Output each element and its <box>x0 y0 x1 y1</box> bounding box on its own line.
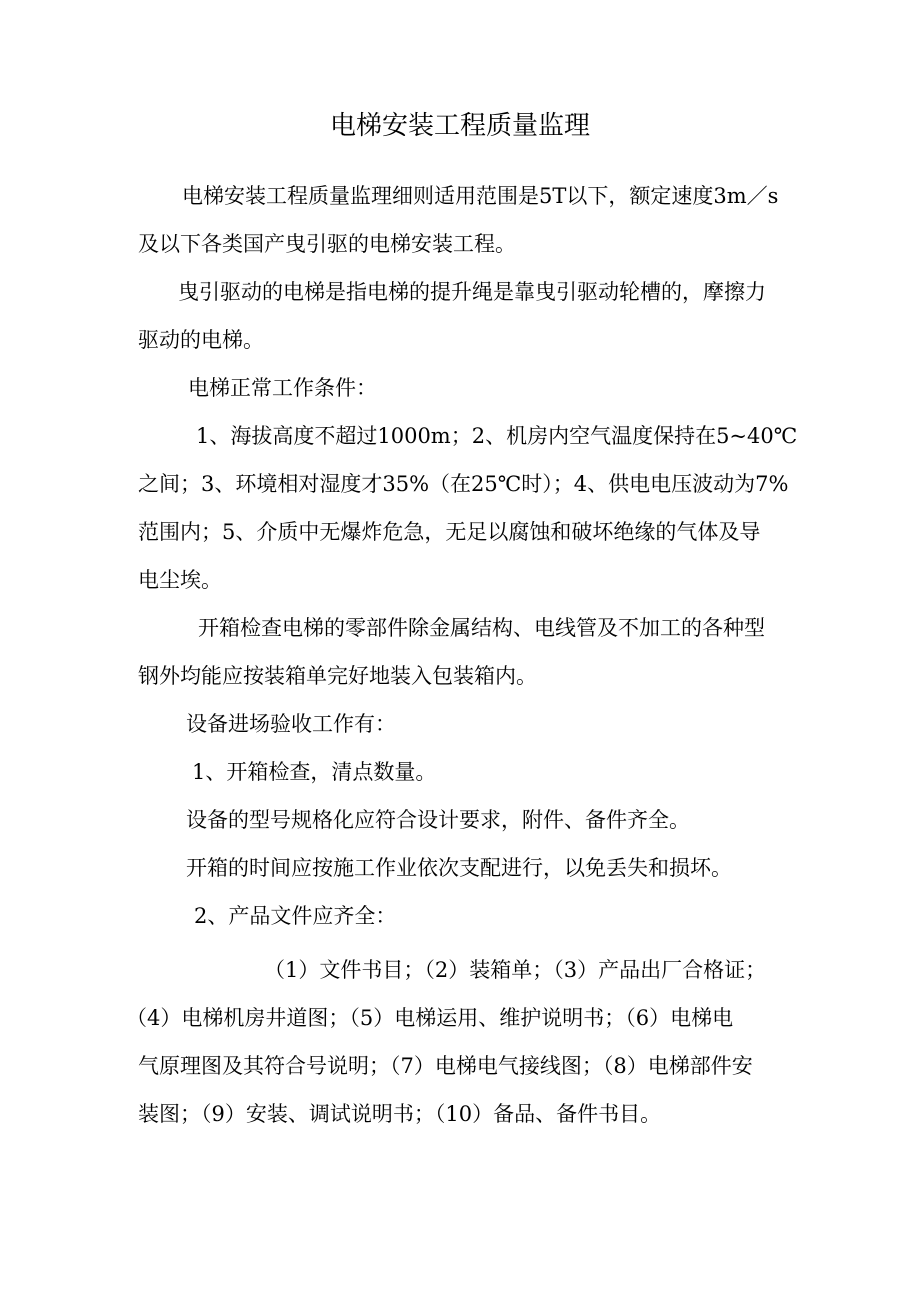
paragraph-line: （1）文件书目；（2）装箱单；（3）产品出厂合格证； <box>264 958 767 982</box>
paragraph-line: 气原理图及其符合号说明；（7）电梯电气接线图；（8）电梯部件安 <box>138 1054 753 1078</box>
paragraph-line: 范围内；5、介质中无爆炸危急，无足以腐蚀和破坏绝缘的气体及导 <box>138 520 761 544</box>
paragraph-line: 电尘埃。 <box>138 568 222 592</box>
paragraph-acceptance-item-1 <box>138 748 788 796</box>
paragraph-acceptance-heading <box>138 700 788 748</box>
paragraph-line: 及以下各类国产曳引驱的电梯安装工程。 <box>138 232 516 256</box>
paragraph-line: （4）电梯机房井道图；（5）电梯运用、维护说明书；（6）电梯电 <box>126 1006 734 1030</box>
paragraph-line: 开箱的时间应按施工作业依次支配进行，以免丢失和损坏。 <box>186 856 732 880</box>
paragraph-scope <box>138 172 788 268</box>
paragraph-conditions-heading <box>138 364 788 412</box>
paragraph-line: 设备的型号规格化应符合设计要求，附件、备件齐全。 <box>186 808 690 832</box>
paragraph-line: 设备进场验收工作有： <box>186 712 396 736</box>
document-title: 电梯安装工程质量监理 <box>329 111 590 141</box>
paragraph-line: 装图；（9）安装、调试说明书；（10）备品、备件书目。 <box>138 1102 662 1126</box>
paragraph-line: 电梯正常工作条件： <box>188 376 377 400</box>
paragraph-unpacking-time <box>138 844 788 892</box>
paragraph-traction-definition <box>138 268 788 364</box>
paragraph-conditions-list <box>138 412 798 604</box>
paragraph-line: 曳引驱动的电梯是指电梯的提升绳是靠曳引驱动轮槽的，摩擦力 <box>178 280 766 304</box>
paragraph-line: 1、海拔高度不超过1000m；2、机房内空气温度保持在5~40℃ <box>196 424 798 448</box>
paragraph-unpacking-check <box>138 604 788 700</box>
paragraph-line: 电梯安装工程质量监理细则适用范围是5T以下，额定速度3m／s <box>182 184 779 208</box>
paragraph-model-spec <box>138 796 788 844</box>
paragraph-line: 开箱检查电梯的零部件除金属结构、电线管及不加工的各种型 <box>198 616 765 640</box>
paragraph-line: 驱动的电梯。 <box>138 328 264 352</box>
paragraph-document-list <box>126 946 788 1138</box>
paragraph-line: 之间；3、环境相对湿度才35%（在25℃时）；4、供电电压波动为7% <box>138 472 789 496</box>
paragraph-line: 1、开箱检查，清点数量。 <box>192 760 437 784</box>
paragraph-line: 钢外均能应按装箱单完好地装入包装箱内。 <box>138 664 537 688</box>
paragraph-acceptance-item-2 <box>138 892 788 940</box>
paragraph-line: 2、产品文件应齐全： <box>194 904 397 928</box>
